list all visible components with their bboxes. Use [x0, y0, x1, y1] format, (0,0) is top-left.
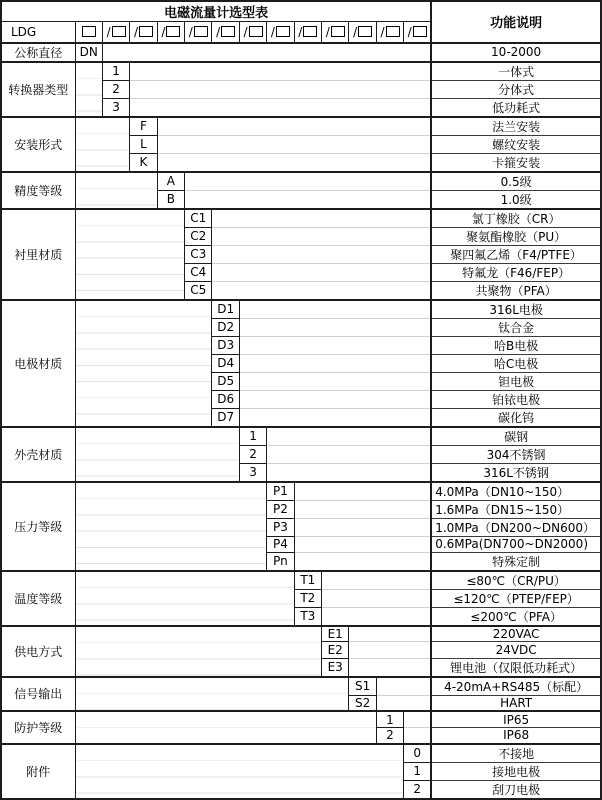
checkbox-icon: [194, 26, 208, 37]
description-cell: 卡箍安装: [431, 153, 601, 172]
slash-separator: /: [380, 24, 385, 39]
code-cell: T2: [294, 589, 321, 607]
left-filler: [75, 300, 212, 427]
description-cell: 316L不锈钢: [431, 463, 601, 482]
code-cell: D6: [212, 390, 239, 408]
description-cell: IP65: [431, 711, 601, 727]
left-filler: [75, 172, 157, 209]
right-filler: [130, 98, 431, 117]
category-label: 压力等级: [1, 482, 75, 571]
slash-separator: /: [353, 24, 358, 39]
right-filler: [212, 281, 431, 300]
model-code-slash-box-cell: [102, 22, 129, 43]
checkbox-icon: [358, 26, 372, 37]
code-cell: 1: [404, 762, 432, 780]
checkbox-icon: [112, 26, 126, 37]
description-cell: IP68: [431, 727, 601, 743]
code-cell: C5: [185, 281, 212, 300]
description-cell: 分体式: [431, 80, 601, 98]
table-row: [1, 427, 601, 446]
right-filler: [349, 642, 431, 658]
right-filler: [294, 482, 431, 501]
right-filler: [212, 263, 431, 281]
slash-separator: /: [106, 24, 111, 39]
description-cell: 铂铱电极: [431, 390, 601, 408]
table-row: [1, 626, 601, 642]
description-cell: ≤200℃（PFA）: [431, 607, 601, 626]
category-label: 附件: [1, 744, 75, 799]
code-cell: 1: [102, 62, 129, 81]
right-filler: [212, 209, 431, 228]
code-cell: Pn: [267, 552, 294, 571]
description-cell: 316L电极: [431, 300, 601, 319]
table-row: [1, 744, 601, 763]
right-filler: [294, 536, 431, 552]
code-cell: E3: [322, 658, 349, 677]
category-label: 衬里材质: [1, 209, 75, 300]
right-filler: [322, 607, 432, 626]
category-label: 外壳材质: [1, 427, 75, 482]
description-cell: 24VDC: [431, 642, 601, 658]
table-row: [1, 117, 601, 136]
left-filler: [75, 209, 185, 300]
right-filler: [267, 445, 431, 463]
description-cell: 碳化钨: [431, 408, 601, 427]
code-cell: 2: [404, 780, 432, 799]
right-filler: [239, 336, 431, 354]
description-cell: 法兰安装: [431, 117, 601, 136]
right-filler: [239, 408, 431, 427]
right-filler: [349, 626, 431, 642]
left-filler: [75, 117, 130, 172]
category-label: 转换器类型: [1, 62, 75, 117]
description-cell: 304不锈钢: [431, 445, 601, 463]
right-filler: [404, 711, 432, 727]
description-cell: 钽电极: [431, 372, 601, 390]
code-cell: P2: [267, 500, 294, 518]
model-code-slash-box-cell: [349, 22, 376, 43]
description-cell: 0.5级: [431, 172, 601, 191]
right-filler: [157, 117, 431, 136]
left-filler: [75, 427, 239, 482]
right-filler: [239, 354, 431, 372]
left-filler: [75, 711, 376, 743]
checkbox-icon: [303, 26, 317, 37]
code-cell: 1: [239, 427, 266, 446]
checkbox-icon: [82, 26, 96, 37]
slash-separator: /: [133, 24, 138, 39]
slash-separator: /: [270, 24, 275, 39]
page-title: 电磁流量计选型表: [1, 1, 431, 22]
category-label: 供电方式: [1, 626, 75, 677]
description-cell: 4.0MPa（DN10~150）: [431, 482, 601, 501]
checkbox-icon: [413, 26, 427, 37]
right-filler: [294, 500, 431, 518]
model-code-slash-box-cell: [185, 22, 212, 43]
right-filler: [294, 518, 431, 536]
description-cell: 不接地: [431, 744, 601, 763]
model-code-slash-box-cell: [239, 22, 266, 43]
right-filler: [239, 372, 431, 390]
code-cell: 2: [376, 727, 403, 743]
code-cell: D5: [212, 372, 239, 390]
code-cell: F: [130, 117, 157, 136]
slash-separator: /: [161, 24, 166, 39]
description-cell: ≤80℃（CR/PU）: [431, 571, 601, 590]
code-cell: T1: [294, 571, 321, 590]
description-cell: 4-20mA+RS485（标配）: [431, 677, 601, 696]
description-cell: 聚氨酯橡胶（PU）: [431, 227, 601, 245]
code-cell: D4: [212, 354, 239, 372]
description-cell: 1.0级: [431, 190, 601, 209]
right-filler: [322, 571, 432, 590]
checkbox-icon: [166, 26, 180, 37]
right-filler: [376, 677, 431, 696]
code-cell: C3: [185, 245, 212, 263]
right-filler: [239, 300, 431, 319]
code-cell: C4: [185, 263, 212, 281]
code-cell: B: [157, 190, 184, 209]
checkbox-icon: [386, 26, 400, 37]
model-code-slash-box-cell: [294, 22, 321, 43]
right-filler: [130, 80, 431, 98]
right-filler: [130, 62, 431, 81]
slash-separator: /: [243, 24, 248, 39]
code-cell: L: [130, 135, 157, 153]
category-label: 精度等级: [1, 172, 75, 209]
right-filler: [267, 427, 431, 446]
left-filler: [75, 482, 267, 571]
code-cell: 2: [239, 445, 266, 463]
code-cell: D1: [212, 300, 239, 319]
checkbox-icon: [139, 26, 153, 37]
table-row: [1, 571, 601, 590]
code-cell: 3: [102, 98, 129, 117]
description-cell: 0.6MPa(DN700~DN2000): [431, 536, 601, 552]
left-filler: [75, 677, 349, 712]
slash-separator: /: [298, 24, 303, 39]
model-code-slash-box-cell: [404, 22, 432, 43]
description-cell: 220VAC: [431, 626, 601, 642]
right-filler: [102, 43, 431, 62]
description-cell: 特殊定制: [431, 552, 601, 571]
checkbox-icon: [276, 26, 290, 37]
left-filler: [75, 744, 404, 799]
code-cell: C2: [185, 227, 212, 245]
code-cell: 2: [102, 80, 129, 98]
left-filler: [75, 571, 294, 626]
code-cell: DN: [75, 43, 102, 62]
right-filler: [212, 245, 431, 263]
model-code-slash-box-cell: [130, 22, 157, 43]
category-label: 安装形式: [1, 117, 75, 172]
description-cell: HART: [431, 695, 601, 711]
description-cell: 哈C电极: [431, 354, 601, 372]
table-row: [1, 482, 601, 501]
category-label: 防护等级: [1, 711, 75, 743]
code-cell: T3: [294, 607, 321, 626]
code-cell: K: [130, 153, 157, 172]
table-row: [1, 172, 601, 191]
table-row: [1, 62, 601, 81]
code-cell: S2: [349, 695, 376, 711]
description-cell: 共聚物（PFA）: [431, 281, 601, 300]
table-row: [1, 677, 601, 696]
description-cell: 钛合金: [431, 318, 601, 336]
right-filler: [239, 390, 431, 408]
code-cell: E1: [322, 626, 349, 642]
description-cell: 特氟龙（F46/FEP）: [431, 263, 601, 281]
right-filler: [404, 727, 432, 743]
slash-separator: /: [216, 24, 221, 39]
code-cell: A: [157, 172, 184, 191]
slash-separator: /: [325, 24, 330, 39]
description-cell: 刮刀电极: [431, 780, 601, 799]
table-row: [1, 711, 601, 727]
right-filler: [322, 589, 432, 607]
description-cell: 低功耗式: [431, 98, 601, 117]
right-filler: [157, 153, 431, 172]
description-cell: 一体式: [431, 62, 601, 81]
description-cell: 1.0MPa（DN200~DN600）: [431, 518, 601, 536]
model-code-slash-box-cell: [322, 22, 349, 43]
category-label: 信号输出: [1, 677, 75, 712]
code-cell: P3: [267, 518, 294, 536]
model-code-slash-box-cell: [212, 22, 239, 43]
right-filler: [157, 135, 431, 153]
function-column-header: 功能说明: [431, 1, 601, 43]
slash-separator: /: [407, 24, 412, 39]
left-filler: [75, 62, 102, 117]
checkbox-icon: [221, 26, 235, 37]
right-filler: [212, 227, 431, 245]
table-row: [1, 209, 601, 228]
description-cell: 10-2000: [431, 43, 601, 62]
title-row: [1, 1, 601, 22]
description-cell: 氯丁橡胶（CR）: [431, 209, 601, 228]
category-label: 温度等级: [1, 571, 75, 626]
model-code-slash-box-cell: [267, 22, 294, 43]
code-cell: P1: [267, 482, 294, 501]
model-code-slash-box-cell: [157, 22, 184, 43]
description-cell: 螺纹安装: [431, 135, 601, 153]
category-label: 公称直径: [1, 43, 75, 62]
code-cell: D3: [212, 336, 239, 354]
description-cell: ≤120℃（PTEP/FEP）: [431, 589, 601, 607]
table-row: [1, 43, 601, 62]
description-cell: 哈B电极: [431, 336, 601, 354]
code-cell: C1: [185, 209, 212, 228]
right-filler: [267, 463, 431, 482]
right-filler: [294, 552, 431, 571]
checkbox-icon: [331, 26, 345, 37]
model-code-slash-box-cell: [376, 22, 403, 43]
code-cell: 0: [404, 744, 432, 763]
right-filler: [185, 172, 432, 191]
right-filler: [239, 318, 431, 336]
right-filler: [376, 695, 431, 711]
model-code-box-cell: [75, 22, 102, 43]
model-prefix-cell: LDG: [1, 22, 75, 43]
code-cell: 3: [239, 463, 266, 482]
description-cell: 碳钢: [431, 427, 601, 446]
left-filler: [75, 626, 322, 677]
code-cell: P4: [267, 536, 294, 552]
right-filler: [185, 190, 432, 209]
code-cell: D2: [212, 318, 239, 336]
description-cell: 锂电池（仅限低功耗式）: [431, 658, 601, 677]
code-cell: S1: [349, 677, 376, 696]
checkbox-icon: [249, 26, 263, 37]
description-cell: 接地电极: [431, 762, 601, 780]
description-cell: 1.6MPa（DN15~150）: [431, 500, 601, 518]
code-cell: D7: [212, 408, 239, 427]
table-row: [1, 300, 601, 319]
code-cell: 1: [376, 711, 403, 727]
code-cell: E2: [322, 642, 349, 658]
description-cell: 聚四氟乙烯（F4/PTFE）: [431, 245, 601, 263]
right-filler: [349, 658, 431, 677]
slash-separator: /: [188, 24, 193, 39]
category-label: 电极材质: [1, 300, 75, 427]
